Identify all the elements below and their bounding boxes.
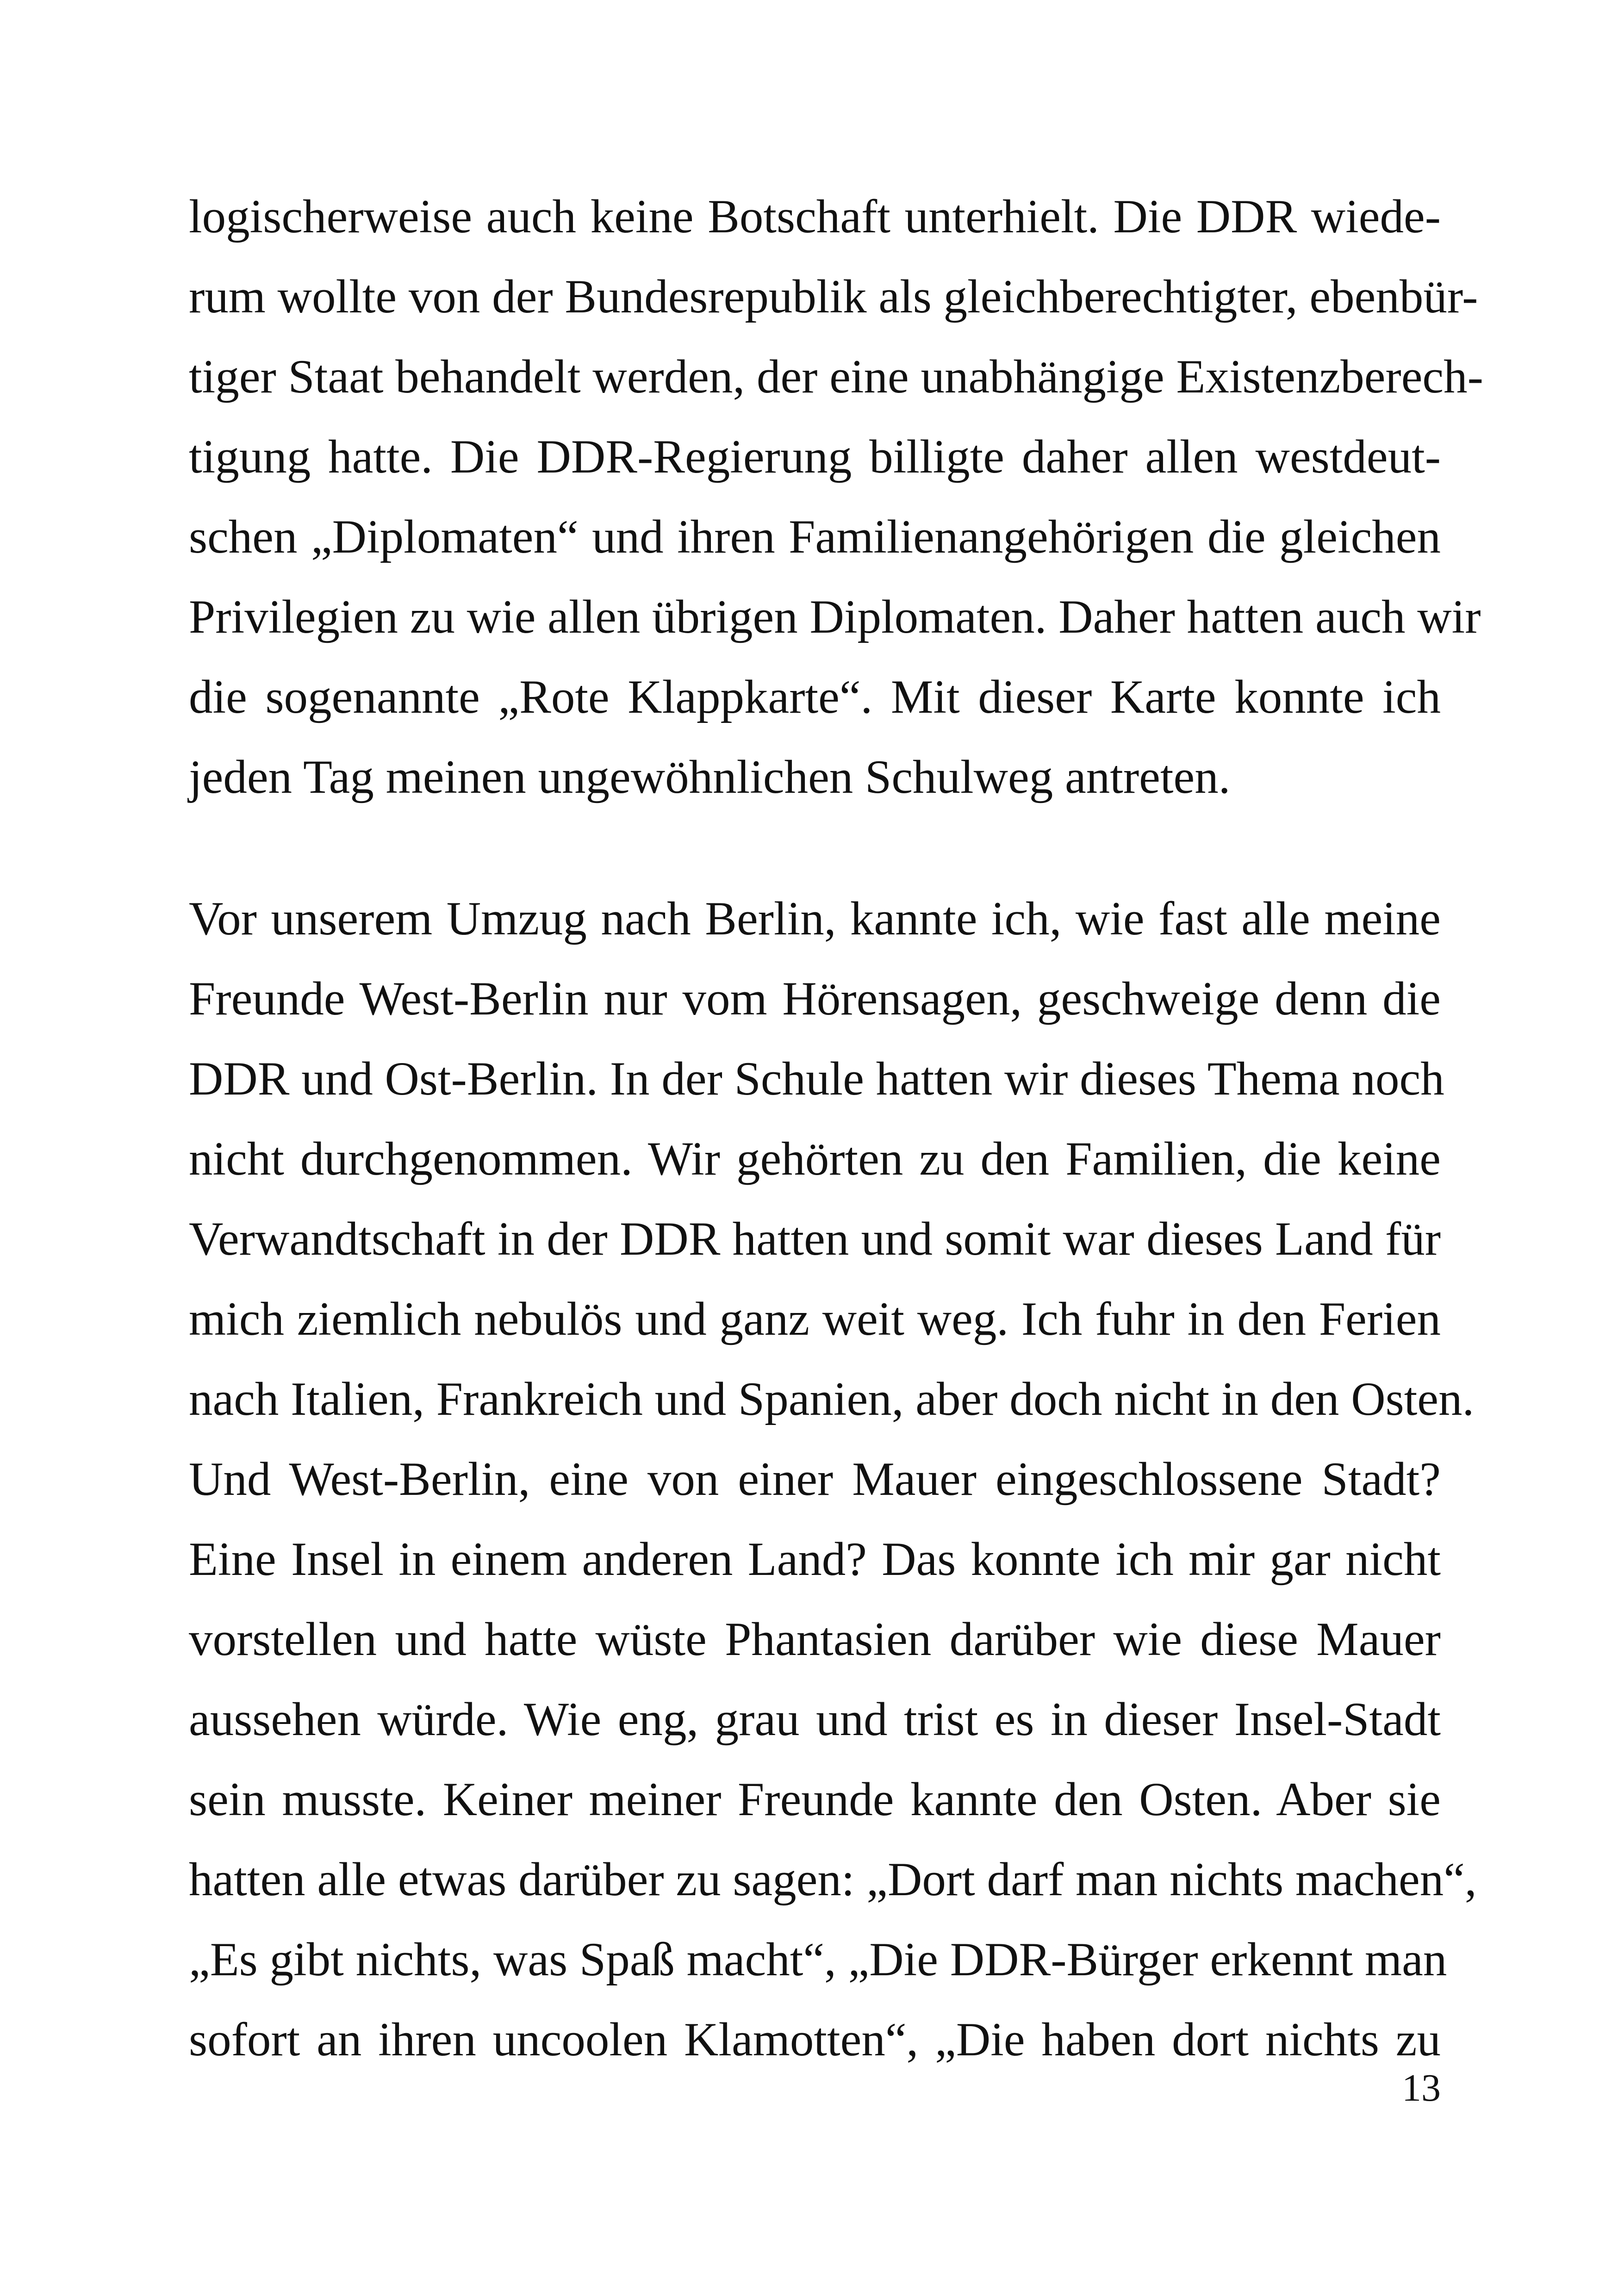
text-line: sofort an ihren uncoolen Klamotten“, „Die haben dort nichts zu bbox=[189, 2013, 1441, 2066]
text-line: „Es gibt nichts, was Spaß macht“, „Die DDR-Bürger erkennt man bbox=[189, 1933, 1447, 1986]
text-line: rum wollte von der Bundesrepublik als gleichberechtigter, ebenbür- bbox=[189, 270, 1478, 323]
text-line: jeden Tag meinen ungewöhnlichen Schulweg antreten. bbox=[189, 751, 1231, 803]
text-line: mich ziemlich nebulös und ganz weit weg. Ich fuhr in den Ferien bbox=[189, 1293, 1441, 1345]
text-line: Verwandtschaft in der DDR hatten und somit war dieses Land für bbox=[189, 1213, 1441, 1265]
text-line: tigung hatte. Die DDR-Regierung billigte daher allen westdeut- bbox=[189, 430, 1441, 483]
page-number: 13 bbox=[1402, 2066, 1441, 2109]
text-line: nach Italien, Frankreich und Spanien, aber doch nicht in den Osten. bbox=[189, 1373, 1475, 1425]
text-line: logischerweise auch keine Botschaft unterhielt. Die DDR wiede- bbox=[189, 190, 1441, 243]
text-line: die sogenannte „Rote Klappkarte“. Mit dieser Karte konnte ich bbox=[189, 671, 1441, 723]
text-line: hatten alle etwas darüber zu sagen: „Dort darf man nichts machen“, bbox=[189, 1853, 1477, 1906]
text-line: vorstellen und hatte wüste Phantasien darüber wie diese Mauer bbox=[189, 1613, 1441, 1666]
text-line: Privilegien zu wie allen übrigen Diplomaten. Daher hatten auch wir bbox=[189, 591, 1481, 643]
text-line: Vor unserem Umzug nach Berlin, kannte ich, wie fast alle meine bbox=[189, 892, 1441, 945]
text-line: DDR und Ost-Berlin. In der Schule hatten wir dieses Thema noch bbox=[189, 1052, 1444, 1105]
text-line: tiger Staat behandelt werden, der eine unabhängige Existenzberech- bbox=[189, 350, 1483, 403]
text-line: Und West-Berlin, eine von einer Mauer eingeschlossene Stadt? bbox=[189, 1453, 1441, 1506]
text-line: nicht durchgenommen. Wir gehörten zu den Familien, die keine bbox=[189, 1132, 1441, 1185]
text-line: sein musste. Keiner meiner Freunde kannte den Osten. Aber sie bbox=[189, 1773, 1441, 1826]
paragraph-1 bbox=[189, 177, 1483, 817]
text-line: schen „Diplomaten“ und ihren Familienangehörigen die gleichen bbox=[189, 510, 1441, 563]
text-line: Eine Insel in einem anderen Land? Das konnte ich mir gar nicht bbox=[189, 1533, 1441, 1586]
text-line: Freunde West-Berlin nur vom Hörensagen, geschweige denn die bbox=[189, 972, 1441, 1025]
text-line: aussehen würde. Wie eng, grau und trist es in dieser Insel-Stadt bbox=[189, 1693, 1441, 1746]
paragraph-2 bbox=[189, 879, 1477, 2080]
